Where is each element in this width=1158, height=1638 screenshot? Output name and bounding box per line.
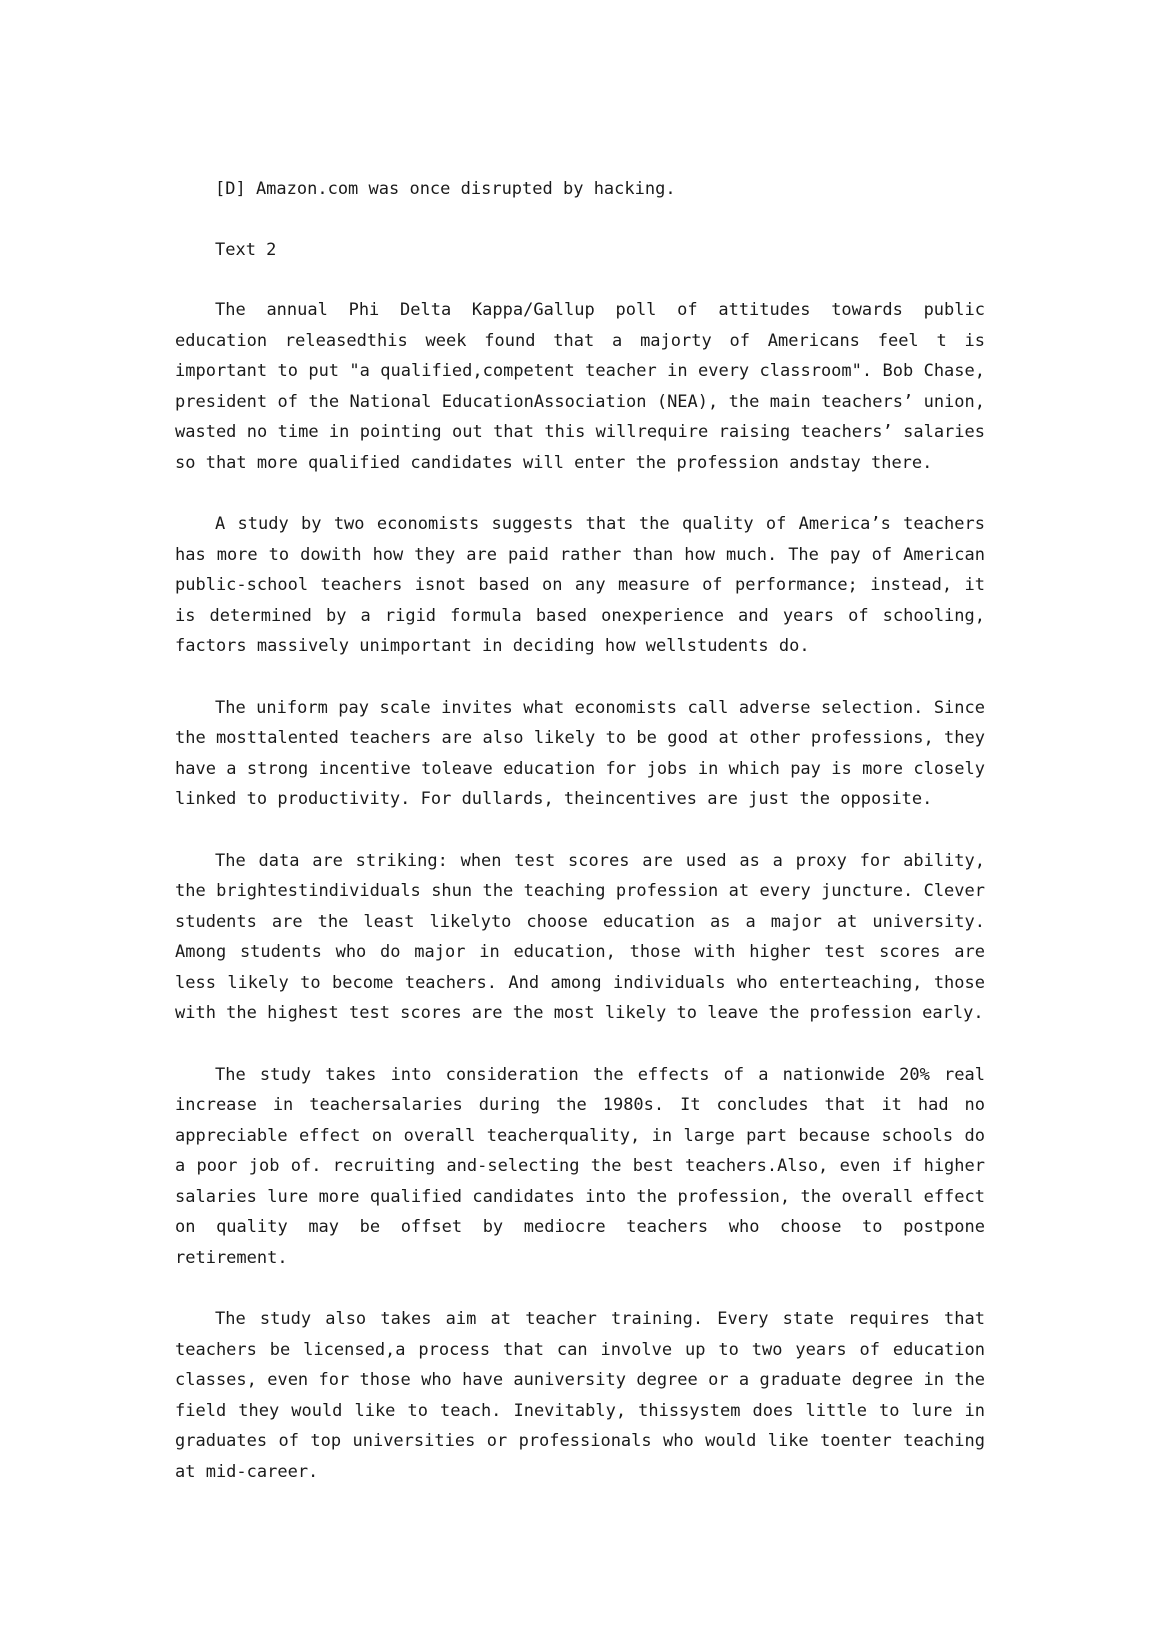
section-heading: Text 2 [215,239,277,260]
paragraph-4: The data are striking: when test scores are used as a proxy for ability, the brightestindividuals shun the teaching profession at every juncture. Clever students are the least likelyto choose education as a major at university. Among students who do major in education, those with higher test scores are less likely to become teachers. And among individuals who enterteaching, those with the highest test scores are the most likely to leave the profession early. [175,850,985,1023]
paragraph-2: A study by two economists suggests that the quality of America’s teachers has more to dowith how they are paid rather than how much. The pay of American public-school teachers isnot based on any measure of performance; instead, it is determined by a rigid formula based onexperience and years of schooling, factors massively unimportant in deciding how wellstudents do. [175,514,985,656]
paragraph-1: The annual Phi Delta Kappa/Gallup poll of attitudes towards public education releasedthis week found that a majorty of Americans feel t is important to put "a qualified,competent teacher in every classroom". Bob Chase, president of the National EducationAssociation (NEA), the main teachers’ union, wasted no time in pointing out that this willrequire raising teachers’ salaries so that more qualified candidates will enter the profession andstay there. [175,300,985,473]
document-body [175,174,985,1487]
paragraph-6: The study also takes aim at teacher training. Every state requires that teachers be licensed,a process that can involve up to two years of education classes, even for those who have auniversity degree or a graduate degree in the field they would like to teach. Inevitably, thissystem does little to lure in graduates of top universities or professionals who would like toenter teaching at mid-career. [175,1309,985,1482]
answer-option-d: [D] Amazon.com was once disrupted by hacking. [215,179,676,199]
paragraph-5: The study takes into consideration the effects of a nationwide 20% real increase in teachersalaries during the 1980s. It concludes that it had no appreciable effect on overall teacherquality, in large part because schools do a poor job of. recruiting and-selecting the best teachers.Also, even if higher salaries lure more qualified candidates into the profession, the overall effect on quality may be offset by mediocre teachers who choose to postpone retirement. [175,1064,985,1268]
paragraph-3: The uniform pay scale invites what economists call adverse selection. Since the mosttalented teachers are also likely to be good at other professions, they have a strong incentive toleave education for jobs in which pay is more closely linked to productivity. For dullards, theincentives are just the opposite. [175,697,985,809]
